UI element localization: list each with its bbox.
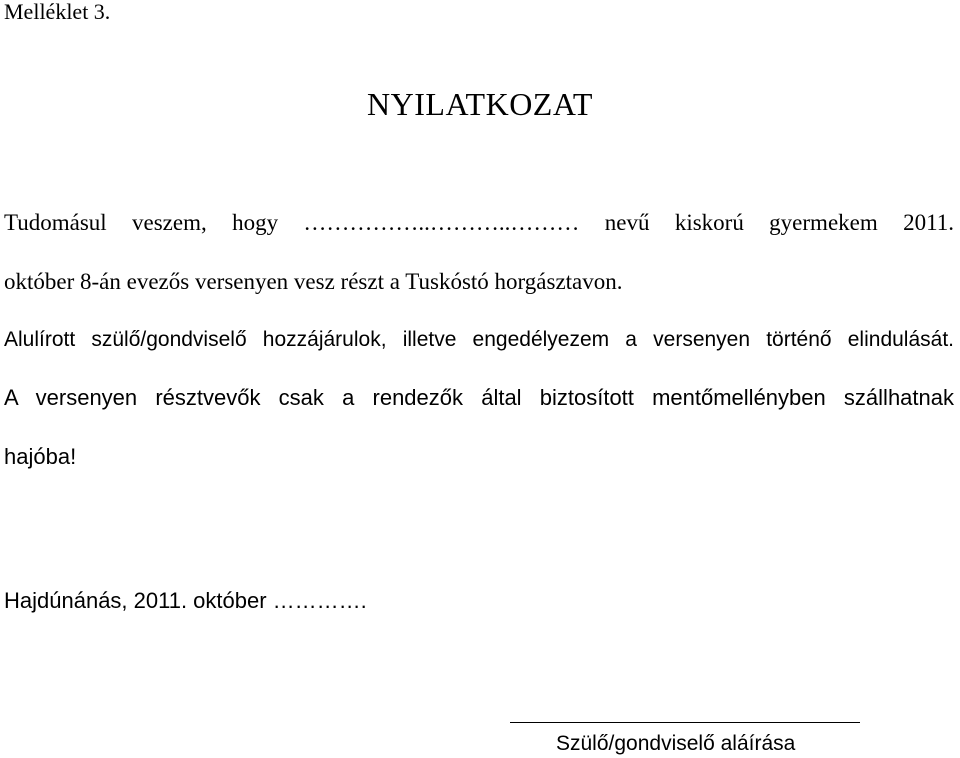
paragraph-line-5: hajóba! [4,444,77,469]
paragraph-line-1: Tudomásul veszem, hogy ……………..………..……… nevű kiskorú gyermekem 2011. [4,210,954,235]
signature-label: Szülő/gondviselő aláírása [556,732,796,755]
signature-line [510,722,860,723]
paragraph-line-3: Alulírott szülő/gondviselő hozzájárulok, illetve engedélyezem a versenyen történő elindulását. [4,328,954,351]
paragraph-line-2: október 8-án evezős versenyen vesz részt a Tuskóstó horgásztavon. [4,269,623,294]
annex-label: Melléklet 3. [4,0,111,24]
document-title: NYILATKOZAT [367,86,593,122]
paragraph-line-4: A versenyen résztvevők csak a rendezők által biztosított mentőmellényben szállhatnak [4,385,954,410]
place-date: Hajdúnánás, 2011. október …………. [4,588,367,613]
